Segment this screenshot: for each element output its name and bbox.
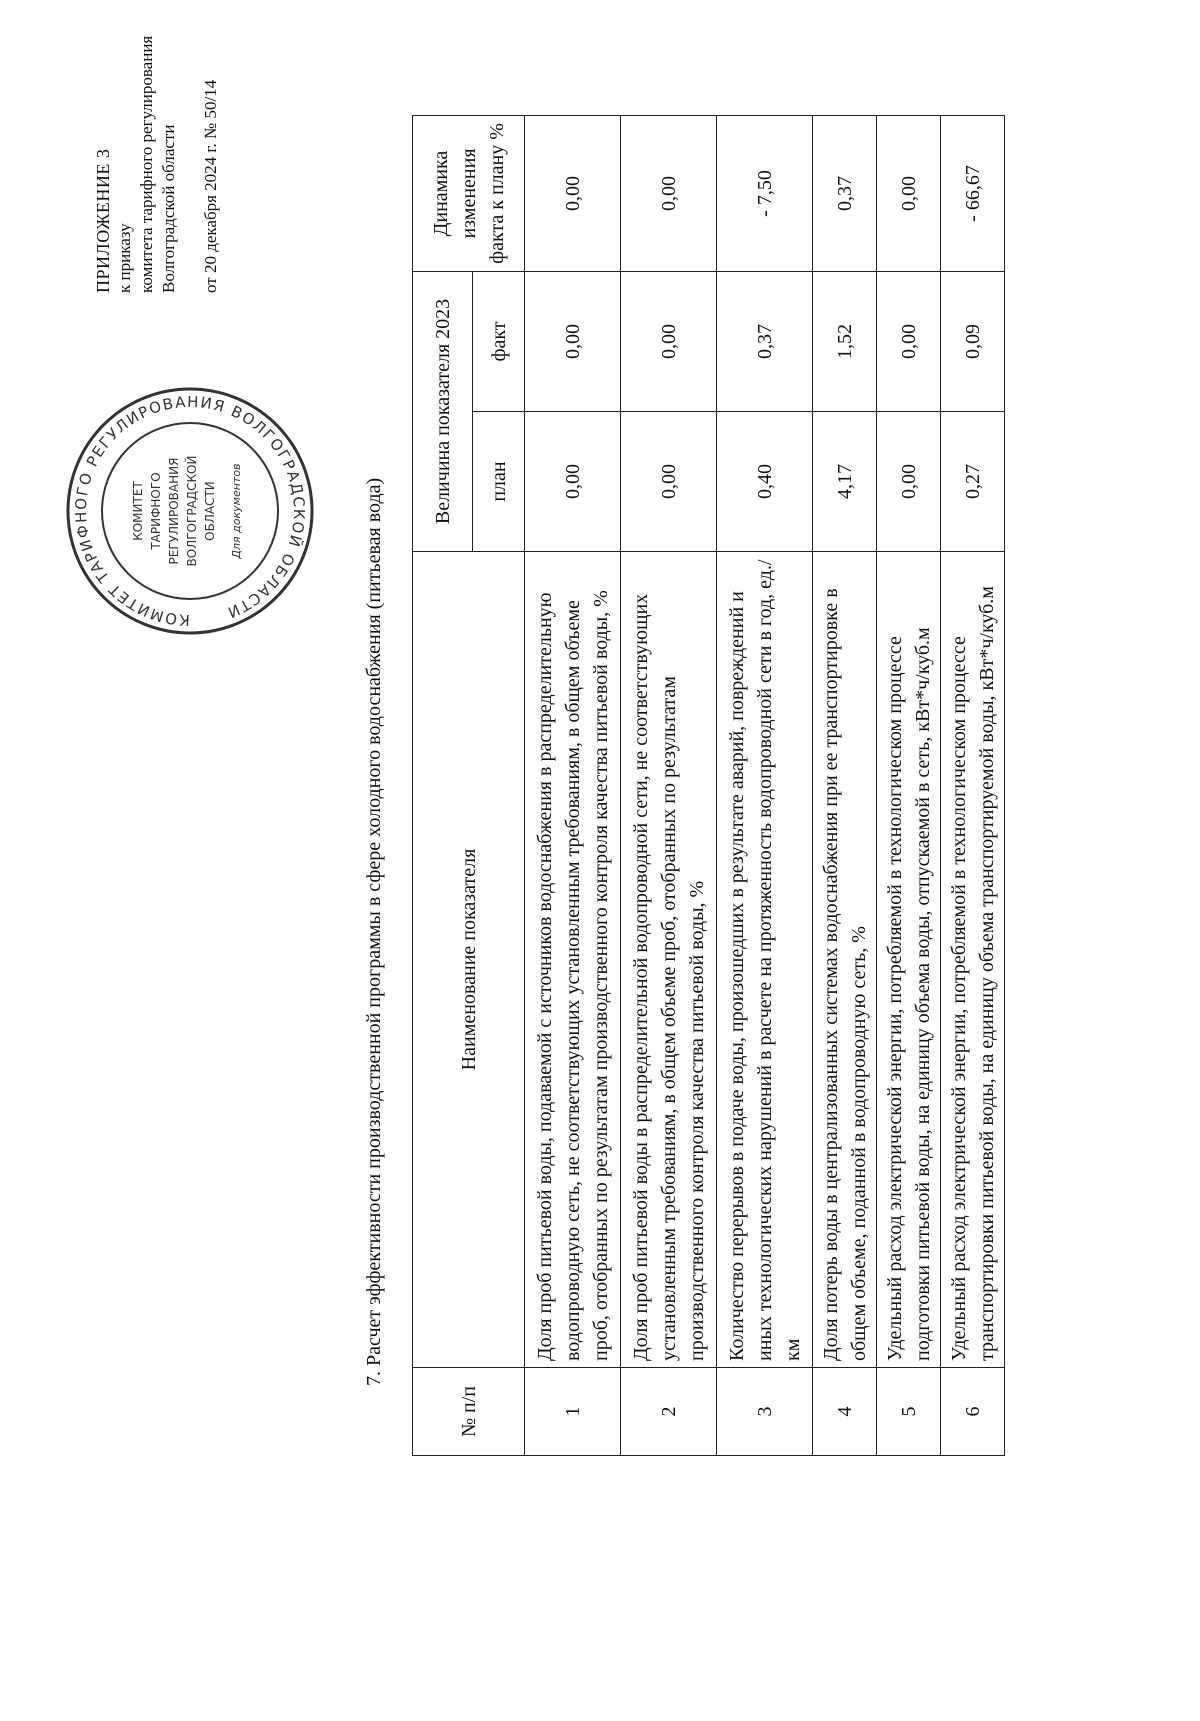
row-dynamics: 0,00: [621, 115, 717, 271]
row-plan: 0,40: [717, 412, 813, 552]
header-plan: план: [473, 412, 525, 552]
table-row: [941, 115, 1005, 1455]
seal-line-1: КОМИТЕТ: [131, 481, 145, 541]
table-row: [717, 115, 813, 1455]
header-num: № п/п: [413, 1368, 525, 1456]
row-num: 2: [621, 1368, 717, 1456]
row-dynamics: 0,37: [813, 115, 877, 271]
header-name: Наименование показателя: [413, 552, 525, 1368]
seal-line-4: ВОЛГОГРАДСКОЙ: [185, 455, 199, 567]
appendix-line-3: Волгоградской области: [159, 124, 178, 293]
row-num: 6: [941, 1368, 1005, 1456]
row-name: Удельный расход электрической энергии, потребляемой в технологическом процессе подготовки питьевой воды, на единицу объема воды, отпускаемой в сеть, кВт*ч/куб.м: [877, 552, 941, 1368]
seal-stamp: [60, 381, 320, 641]
row-name: Доля потерь воды в централизованных системах водоснабжения при ее транспортировке в общем объеме, поданной в водопроводную сеть, %: [813, 552, 877, 1368]
table-row: [813, 115, 877, 1455]
header-fact: факт: [473, 271, 525, 411]
seal-ring-text: КОМИТЕТ ТАРИФНОГО РЕГУЛИРОВАНИЯ ВОЛГОГРАДСКОЙ ОБЛАСТИ: [71, 392, 309, 630]
table-row: [525, 115, 621, 1455]
appendix-header: [92, 13, 222, 293]
row-fact: 0,09: [941, 271, 1005, 411]
seal-line-2: ТАРИФНОГО: [149, 472, 163, 550]
efficiency-table: [412, 115, 1005, 1456]
row-num: 3: [717, 1368, 813, 1456]
table-row: [621, 115, 717, 1455]
row-dynamics: 0,00: [877, 115, 941, 271]
row-dynamics: 0,00: [525, 115, 621, 271]
seal-line-5: ОБЛАСТИ: [203, 481, 217, 541]
row-name: Доля проб питьевой воды, подаваемой с источников водоснабжения в распределительную водопроводную сеть, не соответствующих установленным требованиям, в общем объеме проб, отобранных по результатам производственного контроля качества питьевой воды, %: [525, 552, 621, 1368]
header-dynamics: Динамика изменения факта к плану %: [413, 115, 525, 271]
row-name: Удельный расход электрической энергии, потребляемой в технологическом процессе транспортировки питьевой воды, на единицу объема транспортируемой воды, кВт*ч/куб.м: [941, 552, 1005, 1368]
row-num: 1: [525, 1368, 621, 1456]
table-row: [877, 115, 941, 1455]
row-plan: 0,00: [525, 412, 621, 552]
appendix-line-2: комитета тарифного регулирования: [137, 35, 156, 293]
header-value-group: Величина показателя 2023: [413, 271, 473, 551]
row-dynamics: - 66,67: [941, 115, 1005, 271]
row-fact: 0,00: [525, 271, 621, 411]
appendix-date-line: от 20 декабря 2024 г. № 50/14: [201, 79, 220, 293]
appendix-line-1: к приказу: [115, 223, 134, 293]
row-plan: 0,00: [877, 412, 941, 552]
row-fact: 0,37: [717, 271, 813, 411]
row-num: 4: [813, 1368, 877, 1456]
row-plan: 4,17: [813, 412, 877, 552]
header-row-1: [413, 115, 473, 1455]
seal-line-3: РЕГУЛИРОВАНИЯ: [167, 457, 181, 565]
appendix-title: ПРИЛОЖЕНИЕ 3: [93, 148, 113, 293]
row-fact: 0,00: [621, 271, 717, 411]
row-name: Количество перерывов в подаче воды, произошедших в результате аварий, повреждений и иных технологических нарушений в расчете на протяженность водопроводной сети в год, ед./км: [717, 552, 813, 1368]
row-num: 5: [877, 1368, 941, 1456]
row-fact: 1,52: [813, 271, 877, 411]
row-name: Доля проб питьевой воды в распределительной водопроводной сети, не соответствующих установленным требованиям, в общем объеме проб, отобранных по результатам производственного контроля качества питьевой воды, %: [621, 552, 717, 1368]
seal-line-6: Для документов: [230, 463, 243, 559]
row-dynamics: - 7,50: [717, 115, 813, 271]
row-plan: 0,27: [941, 412, 1005, 552]
row-plan: 0,00: [621, 412, 717, 552]
row-fact: 0,00: [877, 271, 941, 411]
section-title: 7. Расчет эффективности производственной программы в сфере холодного водоснабжения (питьевая вода): [363, 477, 385, 1386]
